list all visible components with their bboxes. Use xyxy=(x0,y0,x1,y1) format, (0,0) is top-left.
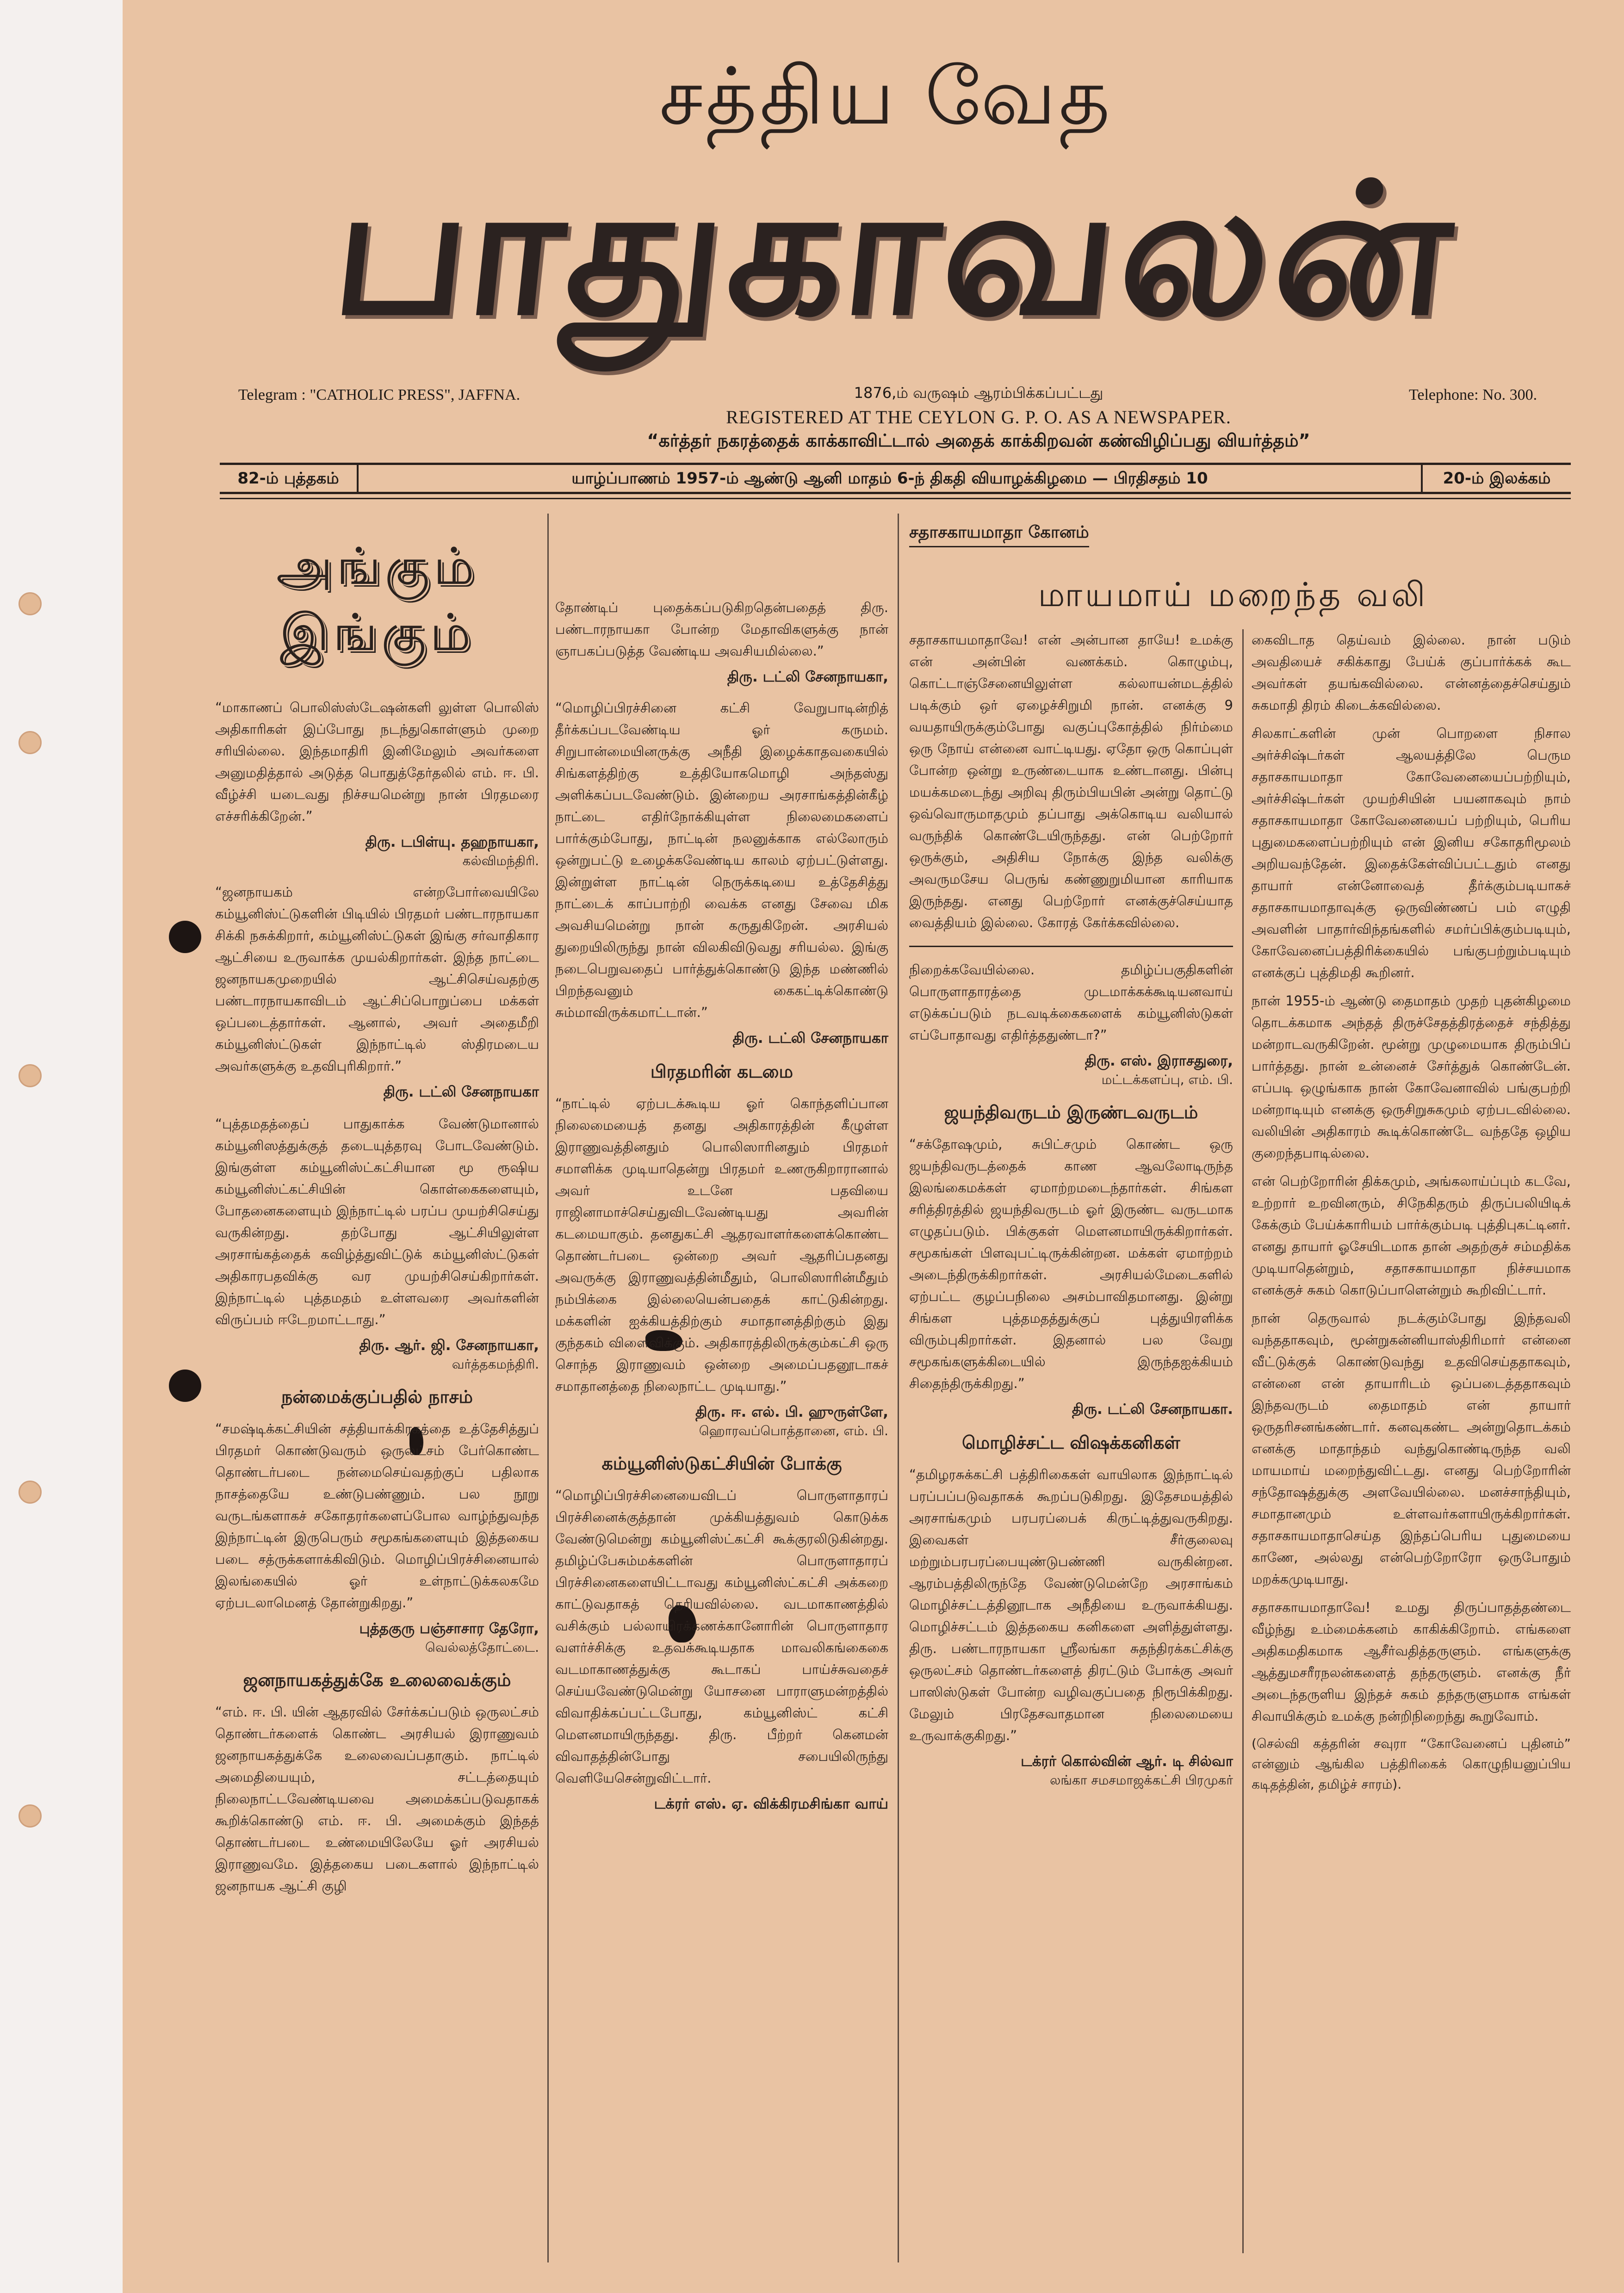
punch-hole xyxy=(169,921,201,953)
subheading: பிரதமரின் கடமை xyxy=(650,1061,793,1082)
quote-paragraph: “மாகாணப் பொலிஸ்ஸ்டேஷன்களி லுள்ள பொலிஸ் அதிகாரிகள் இப்போது நடந்துகொள்ளும் முறை சரியில்லை. இந்தமாதிரி இனிமேலும் அவர்களை அனுமதித்தால் அடுத்த பொதுத்தேர்தலில் எம். ஈ. பி. வீழ்ச்சி யடைவது நிச்சயமென்று நான் பிரதமரை எச்சரிக்கிறேன்.” xyxy=(215,700,539,824)
subheading: மொழிச்சட்ட விஷக்கனிகள் xyxy=(962,1432,1180,1453)
attribution-title: வெல்லத்தோட்டை. xyxy=(425,1640,539,1655)
masthead-slogan: “கர்த்தர் நகரத்தைக் காக்காவிட்டால் அதைக் காக்கிறவன் கண்விழிப்பது வியர்த்தம்” xyxy=(647,430,1310,451)
binding-hole xyxy=(19,592,42,615)
attribution-title: கல்விமந்திரி. xyxy=(462,853,539,868)
column-4 xyxy=(1252,629,1571,1795)
quote-attribution: திரு. டபிள்யு. தஹநாயகா, xyxy=(365,834,539,850)
subheading: ஜயந்திவருடம் இருண்டவருடம் xyxy=(944,1102,1198,1122)
subheading: ஜனநாயகத்துக்கே உலைவைக்கும் xyxy=(243,1670,511,1690)
subheading: கம்யூனிஸ்டுகட்சியின் போக்கு xyxy=(601,1453,842,1474)
attribution-title: வர்த்தகமந்திரி. xyxy=(452,1357,539,1372)
article-kicker: சதாசகாயமாதா கோனம் xyxy=(909,523,1089,547)
column-divider xyxy=(1242,629,1244,2253)
binding-hole xyxy=(19,1804,42,1828)
scan-margin xyxy=(0,0,123,2293)
telegram-info: Telegram : "CATHOLIC PRESS", JAFFNA. xyxy=(238,386,521,403)
quote-attribution: டக்ரர் எஸ். ஏ. விக்கிரமசிங்கா வாய் xyxy=(654,1796,888,1812)
article-paragraph: என் பெற்றோரின் திக்கமும், அங்கலாய்ப்பும் கடவே, உற்றார் உறவினரும், சிநேகிதரும் திருப்பலியிடிக் கேக்கும் பேய்க்காரியம் பார்க்கும்படி புத்திபுகட்டினர். எனது தாயார் ஓசேயிடமாக தான் அதற்குச் சம்மதிக்க முடியாதென்றும், சதாசகாயமாதா நிச்சயமாக எனக்குச் சுகம் கொடுப்பாளென்றும் கூறிவிட்டார். xyxy=(1252,1173,1571,1298)
quote-attribution: திரு. ஈ. எல். பி. ஹுருள்ளே, xyxy=(695,1404,888,1420)
binding-hole xyxy=(19,1481,42,1504)
telephone-info: Telephone: No. 300. xyxy=(1409,386,1537,403)
issue-date: யாழ்ப்பாணம் 1957-ம் ஆண்டு ஆனி மாதம் 6-ந் திகதி வியாழக்கிழமை — பிரதிசதம் 10 xyxy=(359,465,1423,492)
attribution-title: ஹொரவப்பொத்தானை, எம். பி. xyxy=(699,1423,888,1438)
quote-attribution: திரு. டட்லி சேனநாயகா xyxy=(383,1084,539,1100)
issue-number: 20-ம் இலக்கம் xyxy=(1443,469,1551,488)
article-paragraph: கைவிடாத தெய்வம் இல்லை. நான் படும் அவதியைச் சகிக்காது பேய்க் குப்பார்க்கக் கூட அவர்கள் தயங்கவில்லை. என்னத்தைச்செய்தும் சுகமாதி திரம் கிடைக்கவில்லை. xyxy=(1252,632,1571,713)
quote-attribution: புத்தகுரு பஞ்சாசார தேரோ, xyxy=(359,1620,539,1637)
quote-attribution: திரு. ஆர். ஜி. சேனநாயகா, xyxy=(359,1337,539,1354)
article-paragraph: நான் 1955-ம் ஆண்டு தைமாதம் முதற் புதன்கிழமை தொடக்கமாக அந்தத் திருச்சேதத்திரத்தைச் சந்தித்து மன்றாடவருகிறேன். மூன்று முழுமையாக திரும்பிப் பார்த்தது. நான் உன்னைச் சேர்த்துக் கொண்டேன். எப்படி ஒழுங்காக நான் கோவேனாவில் பங்குபற்றி மன்றாடியும் எனக்கு ஒருசிறுசுகமும் ஏற்படவில்லை. வலியின் அதிகாரம் கூடிக்கொண்டே வந்ததே ஒழிய குறைந்தபாடில்லை. xyxy=(1252,993,1571,1161)
masthead-main-title: பாதுகாவலன் xyxy=(324,145,1467,355)
volume-number: 82-ம் புத்தகம் xyxy=(220,465,359,492)
article-paragraph: சதாசகாயமாதாவே! என் அன்பான தாயே! உமக்கு என் அன்பின் வணக்கம். கொழும்பு, கொட்டாஞ்சேனையிலுள்ள கல்லாயன்மடத்தில் படிக்கும் ஒர் ஏழைச்சிறுமி நான். எனக்கு 9 வயதாயிருக்கும்போது வகுப்புகோத்தில் நிர்ம்மை ஒரு நோய் என்னை வாட்டியது. ஏதோ ஒரு கொப்புள் போன்ற ஒன்று உருண்டையாக உண்டானது. பின்பு மயக்கமடைந்து அறிவு திரும்பியபின் அன்று தொட்டு ஒவ்வொருமாதமும் தப்பாது அக்கொடிய வலியால் வருந்திக் கொண்டேயிருந்தது. என் பெற்றோர் ஒருக்கும், அதிசிய நோக்கு இந்த வலிக்கு அவருமசேய பெருங் கண்ணுறுமியான காரியாக இருந்தது. எனது பெற்றோர் எனக்குச்செய்யாத வைத்தியம் இல்லை. கோரத் கேர்க்கவில்லை. xyxy=(909,632,1233,930)
quote-paragraph: தோண்டிப் புதைக்கப்படுகிறதென்பதைத் திரு. பண்டாரநாயகா போன்ற மேதாவிகளுக்கு நான் ஞாபகப்படுத்த வேண்டிய அவசியமில்லை.” xyxy=(555,600,888,659)
quote-paragraph: “சக்தோஷமும், சுபிட்சமும் கொண்ட ஒரு ஜயந்திவருடத்தைக் காண ஆவலோடிருந்த இலங்கைமக்கள் ஏமாற்றமடைந்தார்கள். சிங்கள சரித்திரத்தில் ஜயந்திவருடம் ஓர் இருண்ட வருடமாக எழுதப்படும். பிக்குகள் மௌனமாயிருக்கிறார்கள். சமூகங்கள் பிளவுபட்டிருக்கின்றன. மக்கள் ஏமாற்றம் அடைந்திருக்கிறார்கள். அரசியல்மேடைகளில் ஏற்பட்ட குழப்பநிலை அசம்பாவிதமானது. இன்று சிங்கள புத்தமதத்துக்குப் புத்துயிரளிக்க விரும்புகிறார்கள். இதனால் பல வேறு சமூகங்களுக்கிடையில் இருந்தஐக்கியம் சிதைந்திருக்கிறது.” xyxy=(909,1136,1233,1391)
quote-attribution: திரு. டட்லி சேனநாயகா. xyxy=(1072,1401,1233,1418)
quote-paragraph: “புத்தமதத்தைப் பாதுகாக்க வேண்டுமானால் கம்யூனிஸத்துக்குத் தடையுத்தரவு போடவேண்டும். இங்குள்ள கம்யூனிஸ்ட்கட்சியான மூ ரூஷிய கம்யூனிஸ்ட்கட்சியின் கொள்கைகளையும், போதனைகளையும் இந்நாட்டில் பரப்ப முயற்சிசெய்து வருகின்றது. தற்போது ஆட்சியிலுள்ள அரசாங்கத்தைக் கவிழ்த்துவிட்டுக் கம்யூனிஸ்ட்டுகள் அதிகாரபதவிக்கு வர முயற்சிசெய்கிறார்கள். இந்நாட்டில் புத்தமதம் உள்ளவரை அவர்களின் விருப்பம் ஈடேறமாட்டாது.” xyxy=(215,1116,539,1327)
column-1 xyxy=(215,504,539,1903)
attribution-title: லங்கா சமசமாஜக்கட்சி பிரமுகர் xyxy=(1050,1772,1233,1788)
section-headline: அங்கும் இங்கும் xyxy=(276,537,478,662)
source-note: (செல்வி கத்தரின் சவுரா “கோவேனைப் புதினம்” என்னும் ஆங்கில பத்திரிகைக் கொழுநியனுப்பிய கடிதத்தின், தமிழ்ச் சாரம்). xyxy=(1252,1736,1571,1792)
section-rule xyxy=(909,946,1233,947)
quote-paragraph: “ஜனநாயகம் என்றபோர்வையிலே கம்யூனிஸ்ட்டுகளின் பிடியில் பிரதமர் பண்டாரநாயகா சிக்கி நசுக்கிறார், கம்யூனிஸ்ட்டுகள் இங்கு சர்வாதிகார ஆட்சியை உருவாக்க முயல்கிறார்கள். இந்த நாட்டை ஜனநாயகமுறையில் ஆட்சிசெய்வதற்கு பண்டாரநாயகாவிடம் ஆட்சிப்பொறுப்பை மக்கள் ஒப்படைத்தார்கள். ஆனால், அவர் அதைமீறி கம்யூனிஸ்ட்டுகள் இந்நாட்டில் ஸ்திரமடைய அவர்களுக்கு உதவிபுரிகிறார்.” xyxy=(215,884,539,1074)
quote-paragraph: “எம். ஈ. பி. யின் ஆதரவில் சேர்க்கப்படும் ஒருலட்சம் தொண்டர்களைக் கொண்ட அரசியல் இராணுவம் ஜனநாயகத்துக்கே உலைவைப்பதாகும். நாட்டில் அமைதியையும், சட்டத்தையும் நிலைநாட்டவேண்டியவை அமைக்கப்படுவதாகக் கூறிக்கொண்டு எம். ஈ. பி. அமைக்கும் இந்தத் தொண்டர்படை உண்மையிலேயே ஓர் அரசியல் இராணுவமே. இத்தகைய படைகளால் இந்நாட்டில் ஜனநாயக ஆட்சி குழி xyxy=(215,1704,539,1894)
column-2 xyxy=(555,597,888,1815)
quote-paragraph: “நாட்டில் ஏற்படக்கூடிய ஓர் கொந்தளிப்பான நிலைமையைத் தனது அதிகாரத்தின் கீழுள்ள இராணுவத்தினதும் பொலிஸாரினதும் பிரதமர் சமாளிக்க முடியாதென்று பிரதமர் உணருகிறாரானால் அவர் உடனே பதவியை ராஜினாமாச்செய்துவிடவேண்டியது அவரின் கடமையாகும். தனதுகட்சி ஆதரவாளர்களைக்கொண்ட தொண்டர்படை ஒன்றை அவர் ஆதரிப்பதனது அவருக்கு இராணுவத்தின்மீதும், பொலிஸாரின்மீதும் நம்பிக்கை இல்லையென்பதைக் காட்டுகின்றது. மக்களின் ஐக்கியத்திற்கும் சமாதானத்திற்கும் இது குந்தகம் விளைவிக்கும். அதிகாரத்திலிருக்கும்கட்சி ஒரு சொந்த இராணுவம் ஒன்றை அமைப்பதனூடாகச் சமாதானத்தை நிலைநாட்ட முடியாது.” xyxy=(555,1096,888,1394)
quote-paragraph: “மொழிப்பிரச்சினை கட்சி வேறுபாடின்றித் தீர்க்கப்படவேண்டிய ஓர் கருமம். சிறுபான்மையினருக்கு அநீதி இழைக்காதவகையில் சிங்களத்திற்கு உத்தியோகமொழி அந்தஸ்து அளிக்கப்படவேண்டும். இன்றைய அரசாங்கத்தின்கீழ் நாட்டை எதிர்நோக்கியுள்ள நிலைமைகளைப் பார்க்கும்போது, நாட்டின் நலனுக்காக எல்லோரும் ஒன்றுபட்டு உழைக்கவேண்டிய காலம் ஏற்பட்டுள்ளது. இன்றுள்ள நாட்டின் நெருக்கடியை உத்தேசித்து நாட்டைக் காப்பாற்றி வைக்க எனது சேவை மிக அவசியமென்று நான் கருதுகிறேன். அரசியல் துறையிலிருந்து நான் விலகிவிடுவது சரியல்ல. இங்கு நடைபெறுவதைப் பார்த்துக்கொண்டு இந்த மண்ணில் பிறந்தவனும் கைகட்டிக்கொண்டு சும்மாவிருக்கமாட்டான்.” xyxy=(555,700,888,1020)
founded-note: 1876,ம் வருஷம் ஆரம்பிக்கப்பட்டது xyxy=(854,384,1103,402)
column-divider xyxy=(547,514,549,2262)
quote-attribution: திரு. டட்லி சேனநாயகா, xyxy=(727,669,888,685)
binding-hole xyxy=(19,1064,42,1087)
masthead-top-title: சத்திய வேத xyxy=(659,51,1113,143)
article-paragraph: நான் தெருவால் நடக்கும்போது இந்தவலி வந்ததாகவும், மூன்றுகன்னியாஸ்திரிமார் என்னை வீட்டுக்குக் கொண்டுவந்து உதவிசெய்ததாகவும், என்னை என் தாயாரிடம் ஒப்படைத்ததாகவும் இந்தவருடம் தைமாதம் என் தாயார் ஒருதரிசனங்கண்டார். கனவுகண்ட அன்றுதொடக்கம் எனக்கு மாதாந்தம் வந்துகொண்டிருந்த வலி மாயமாய் மறைந்துவிட்டது. எனது பெற்றோரின் சந்தோஷத்துக்கு அளவேயில்லை. மனச்சாந்தியும், சமாதானமும் உள்ளவர்களாயிருக்கிறார்கள். சதாசகாயமாதாசெய்த இந்தப்பெரிய புதுமையை காணே, அல்லது என்பெற்றோரோ ஒருபோதும் மறக்கமுடியாது. xyxy=(1252,1310,1571,1587)
registration-note: REGISTERED AT THE CEYLON G. P. O. AS A NEWSPAPER. xyxy=(726,407,1231,428)
quote-paragraph: “தமிழரசுக்கட்சி பத்திரிகைகள் வாயிலாக இந்நாட்டில் பரப்பப்படுவதாகக் கூறப்படுகிறது. இதேசமயத்தில் அரசாங்கமும் பரபரப்பைக் கிருட்டித்துவருகிறது. இவைகள் சீர்குலைவு மற்றும்பரபரப்பையுண்டுபண்ணி வருகின்றன. ஆரம்பத்திலிருந்தே வேண்டுமென்றே அரசாங்கம் மொழிச்சட்டத்தினூடாக அநீதியை உருவாக்கியது. மொழிச்சட்டம் இத்தகைய கனிகளை அளித்துள்ளது. திரு. பண்டாரநாயகா ஸ்ரீலங்கா சுதந்திரக்கட்சிக்கு ஒருலட்சம் தொண்டர்களைத் திரட்டும் போக்கு அவர் பாஸிஸ்டுகள் போன்ற வழிவகுப்பதை நிரூபிக்கிறது. மேலும் பிரதேசவாதமான நிலைமையை உருவாக்குகிறது.” xyxy=(909,1467,1233,1743)
quote-paragraph: “மொழிப்பிரச்சினையைவிடப் பொருளாதாரப் பிரச்சினைக்குத்தான் முக்கியத்துவம் கொடுக்க வேண்டுமென்று கம்யூனிஸ்ட்கட்சி கூக்குரலிடுகின்றது. தமிழ்ப்பேசும்மக்களின் பொருளாதாரப் பிரச்சினைகளையிட்டாவது கம்யூனிஸ்ட்கட்சி அக்கறை காட்டுவதாகத் தெரியவில்லை. வடமாகாணத்தில் வசிக்கும் பல்லாயிரக்கணக்கானோரின் பொருளாதார வளர்ச்சிக்கு உதவக்கூடியதாக மாவலிகங்கைகை வடமாகாணத்துக்கு கூடாகப் பாய்ச்சுவதைச் செய்யவேண்டுமென்று யோசனை பாராளுமன்றத்தில் விவாதிக்கப்பட்டபோது, கம்யூனிஸ்ட் கட்சி மௌனமாயிருந்தது. திரு. பீற்றர் கெனமன் விவாதத்தின்போது சபையிலிருந்து வெளியேசென்றுவிட்டார். xyxy=(555,1487,888,1786)
punch-hole xyxy=(169,1370,201,1402)
quote-attribution: டக்ரர் கொல்வின் ஆர். டி சில்வா xyxy=(1021,1753,1233,1770)
attribution-title: மட்டக்களப்பு, எம். பி. xyxy=(1101,1072,1233,1087)
newspaper-page xyxy=(123,0,1624,2293)
binding-hole xyxy=(19,731,42,754)
quote-attribution: திரு. டட்லி சேனநாயகா xyxy=(732,1030,888,1047)
article-paragraph: சிலகாட்களின் முன் பொறளை நிசால அர்ச்சிஷ்டர்கள் ஆலயத்திலே பெரும சதாசகாயமாதா கோவேனையைப்பற்றியும், அர்ச்சிஷ்டர்கள் முயற்சியின் பயனாகவும் நாம் சதாசகாயமாதா கோவேனையைப் பற்றியும், பெரிய புதுமைகளைப்பற்றியும் என் இனிய சகோதரிமூலம் அறியவந்தேன். இதைக்கேள்விப்பட்டதும் எனது தாயார் என்னோவைத் தீர்க்கும்படியாகச் சதாசகாயமாதாவுக்கு ஒருவிண்ணப் பம் எழுதி அவளின் பாதார்விந்தங்களில் சமர்ப்பிக்கும்படியும், கோவேனைப்பத்திரிக்கையில் பங்குபற்றும்படியும் எனக்குப் புத்திமதி கூறினர். xyxy=(1252,725,1571,980)
subheading: நன்மைக்குப்பதில் நாசம் xyxy=(281,1387,473,1407)
article-paragraph: சதாசகாயமாதாவே! உமது திருப்பாதத்தண்டை வீழ்ந்து உம்மைக்கனம் காகிக்கிறோம். எங்களை அதிகமதிகமாக ஆசீர்வதித்தருளும். எங்களுக்கு ஆத்துமசரீரநலன்களைத் தந்தருளும். எனக்கு நீர் அடைந்தருளிய இந்தச் சுகம் தந்தருளுமாக எங்கள் சிவாயிக்கும் உமக்கு நன்றிநிறைந்து கூறுவோம். xyxy=(1252,1599,1571,1724)
dateline-bar xyxy=(220,463,1571,494)
column-3 xyxy=(909,629,1233,1801)
column-divider xyxy=(898,514,899,2262)
article-headline: மாயமாய் மறைந்த வலி xyxy=(1038,575,1428,614)
quote-paragraph: “சமஷ்டிக்கட்சியின் சத்தியாக்கிரகத்தை உத்தேசித்துப் பிரதமர் கொண்டுவரும் ஒருலட்சம் பேர்கொண்ட தொண்டர்படை நன்மைசெய்வதற்குப் பதிலாக நாசத்தையே உண்டுபண்ணும். பல நூறு வருடங்களாகச் சகோதரர்களைப்போல வாழ்ந்துவந்த இந்நாட்டின் இருபெரும் சமூகங்களையும் இத்தகைய படை சத்ருக்களாக்கிவிடும். மொழிப்பிரச்சினையால் இலங்கையில் ஓர் உள்நாட்டுக்கலகமே ஏற்படலாமெனத் தோன்றுகிறது.” xyxy=(215,1421,539,1611)
dateline-rule xyxy=(220,498,1571,499)
quote-paragraph: நிறைக்கவேயில்லை. தமிழ்ப்பகுதிகளின் பொருளாதாரத்தை முடமாக்கக்கூடியனவாய் எடுக்கப்படும் நடவடிக்கைகளைக் கம்யூனிஸ்டுகள் எப்போதாவது எதிர்த்ததுண்டா?” xyxy=(909,962,1233,1043)
quote-attribution: திரு. எஸ். இராசதுரை, xyxy=(1085,1053,1233,1069)
